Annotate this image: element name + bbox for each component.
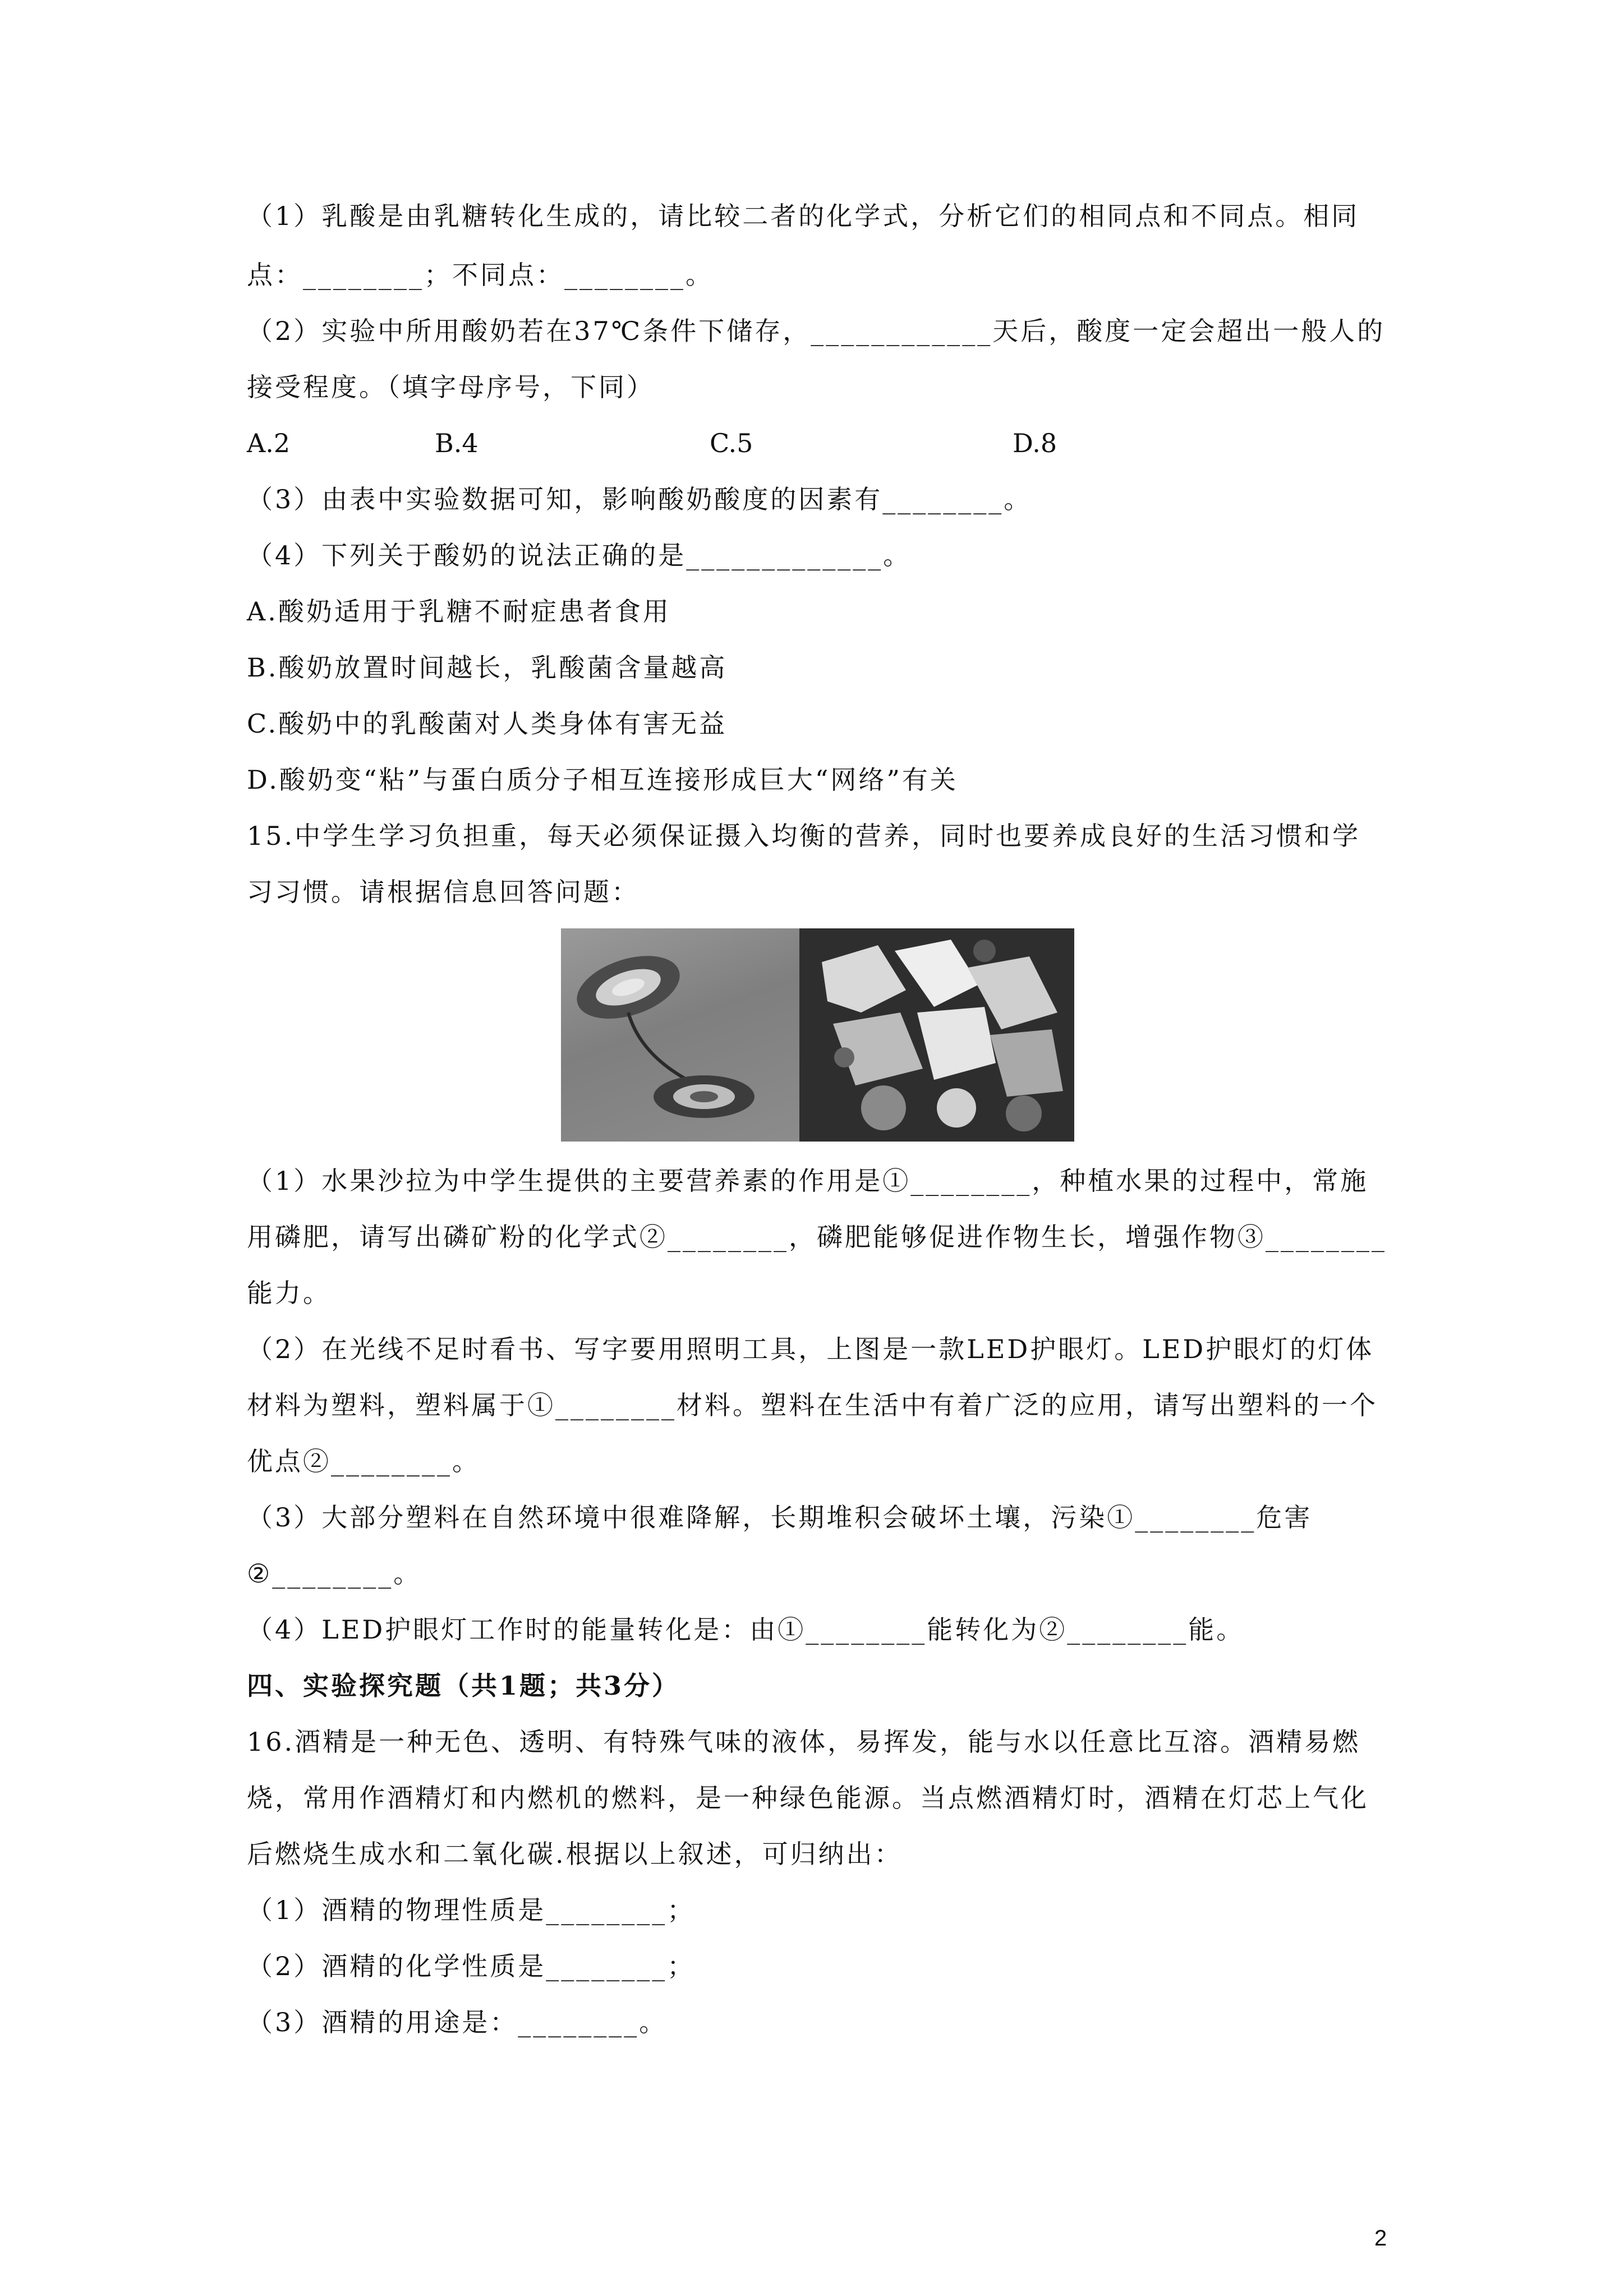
option-a: A.2 — [247, 428, 291, 458]
q15-1-line-3: 能力。 — [247, 1278, 331, 1308]
q14-2-line-2: 接受程度。（填字母序号，下同） — [247, 372, 655, 402]
option-d: D.8 — [1013, 428, 1057, 458]
q15-1-line-2: 用磷肥，请写出磷矿粉的化学式②________，磷肥能够促进作物生长，增强作物③________ — [247, 1222, 1387, 1252]
q14-4-line: （4）下列关于酸奶的说法正确的是_____________。 — [247, 540, 912, 570]
figure-lamp-and-salad — [561, 928, 1074, 1142]
led-desk-lamp-photo-icon — [561, 928, 799, 1142]
q14-4-choice-d: D.酸奶变“粘”与蛋白质分子相互连接形成巨大“网络”有关 — [247, 765, 958, 795]
page-number: 2 — [1374, 2226, 1387, 2251]
q14-4-choice-c: C.酸奶中的乳酸菌对人类身体有害无益 — [247, 708, 728, 739]
q14-1-line-2: 点：________；不同点：________。 — [247, 260, 714, 290]
q16-2-line: （2）酒精的化学性质是________； — [247, 1951, 696, 1981]
q16-1-line: （1）酒精的物理性质是________； — [247, 1895, 696, 1925]
q15-4-line: （4）LED护眼灯工作时的能量转化是：由①________能转化为②________能。 — [247, 1614, 1245, 1645]
q15-3-line-1: （3）大部分塑料在自然环境中很难降解，长期堆积会破坏土壤，污染①________危害 — [247, 1502, 1313, 1533]
q15-2-line-1: （2）在光线不足时看书、写字要用照明工具，上图是一款LED护眼灯。LED护眼灯的灯体 — [247, 1334, 1374, 1364]
q14-1-line-1: （1）乳酸是由乳糖转化生成的，请比较二者的化学式，分析它们的相同点和不同点。相同 — [247, 201, 1360, 231]
fruit-salad-photo-icon — [799, 928, 1074, 1142]
option-c: C.5 — [710, 428, 753, 458]
q15-2-line-3: 优点②________。 — [247, 1446, 480, 1476]
q16-line-2: 烧，常用作酒精灯和内燃机的燃料，是一种绿色能源。当点燃酒精灯时，酒精在灯芯上气化 — [247, 1783, 1369, 1813]
q15-line-1: 15.中学生学习负担重，每天必须保证摄入均衡的营养，同时也要养成良好的生活习惯和学 — [247, 821, 1361, 851]
q14-4-choice-a: A.酸奶适用于乳糖不耐症患者食用 — [247, 596, 671, 627]
q16-3-line: （3）酒精的用途是：________。 — [247, 2007, 668, 2037]
section-heading: 四、实验探究题（共1题；共3分） — [247, 1671, 680, 1701]
q14-4-choice-b: B.酸奶放置时间越长，乳酸菌含量越高 — [247, 652, 728, 683]
option-b: B.4 — [435, 428, 479, 458]
q15-1-line-1: （1）水果沙拉为中学生提供的主要营养素的作用是①________，种植水果的过程中，常施 — [247, 1166, 1369, 1196]
q16-line-1: 16.酒精是一种无色、透明、有特殊气味的液体，易挥发，能与水以任意比互溶。酒精易燃 — [247, 1727, 1361, 1757]
q15-2-line-2: 材料为塑料，塑料属于①________材料。塑料在生活中有着广泛的应用，请写出塑料的一个 — [247, 1390, 1378, 1420]
q15-3-line-2: ②________。 — [247, 1558, 422, 1589]
q14-3-line: （3）由表中实验数据可知，影响酸奶酸度的因素有________。 — [247, 484, 1032, 514]
q14-2-line-1: （2）实验中所用酸奶若在37℃条件下储存，____________天后，酸度一定会超出一般人的 — [247, 316, 1386, 346]
q16-line-3: 后燃烧生成水和二氧化碳.根据以上叙述，可归纳出： — [247, 1839, 903, 1869]
q15-line-2: 习习惯。请根据信息回答问题： — [247, 877, 640, 907]
